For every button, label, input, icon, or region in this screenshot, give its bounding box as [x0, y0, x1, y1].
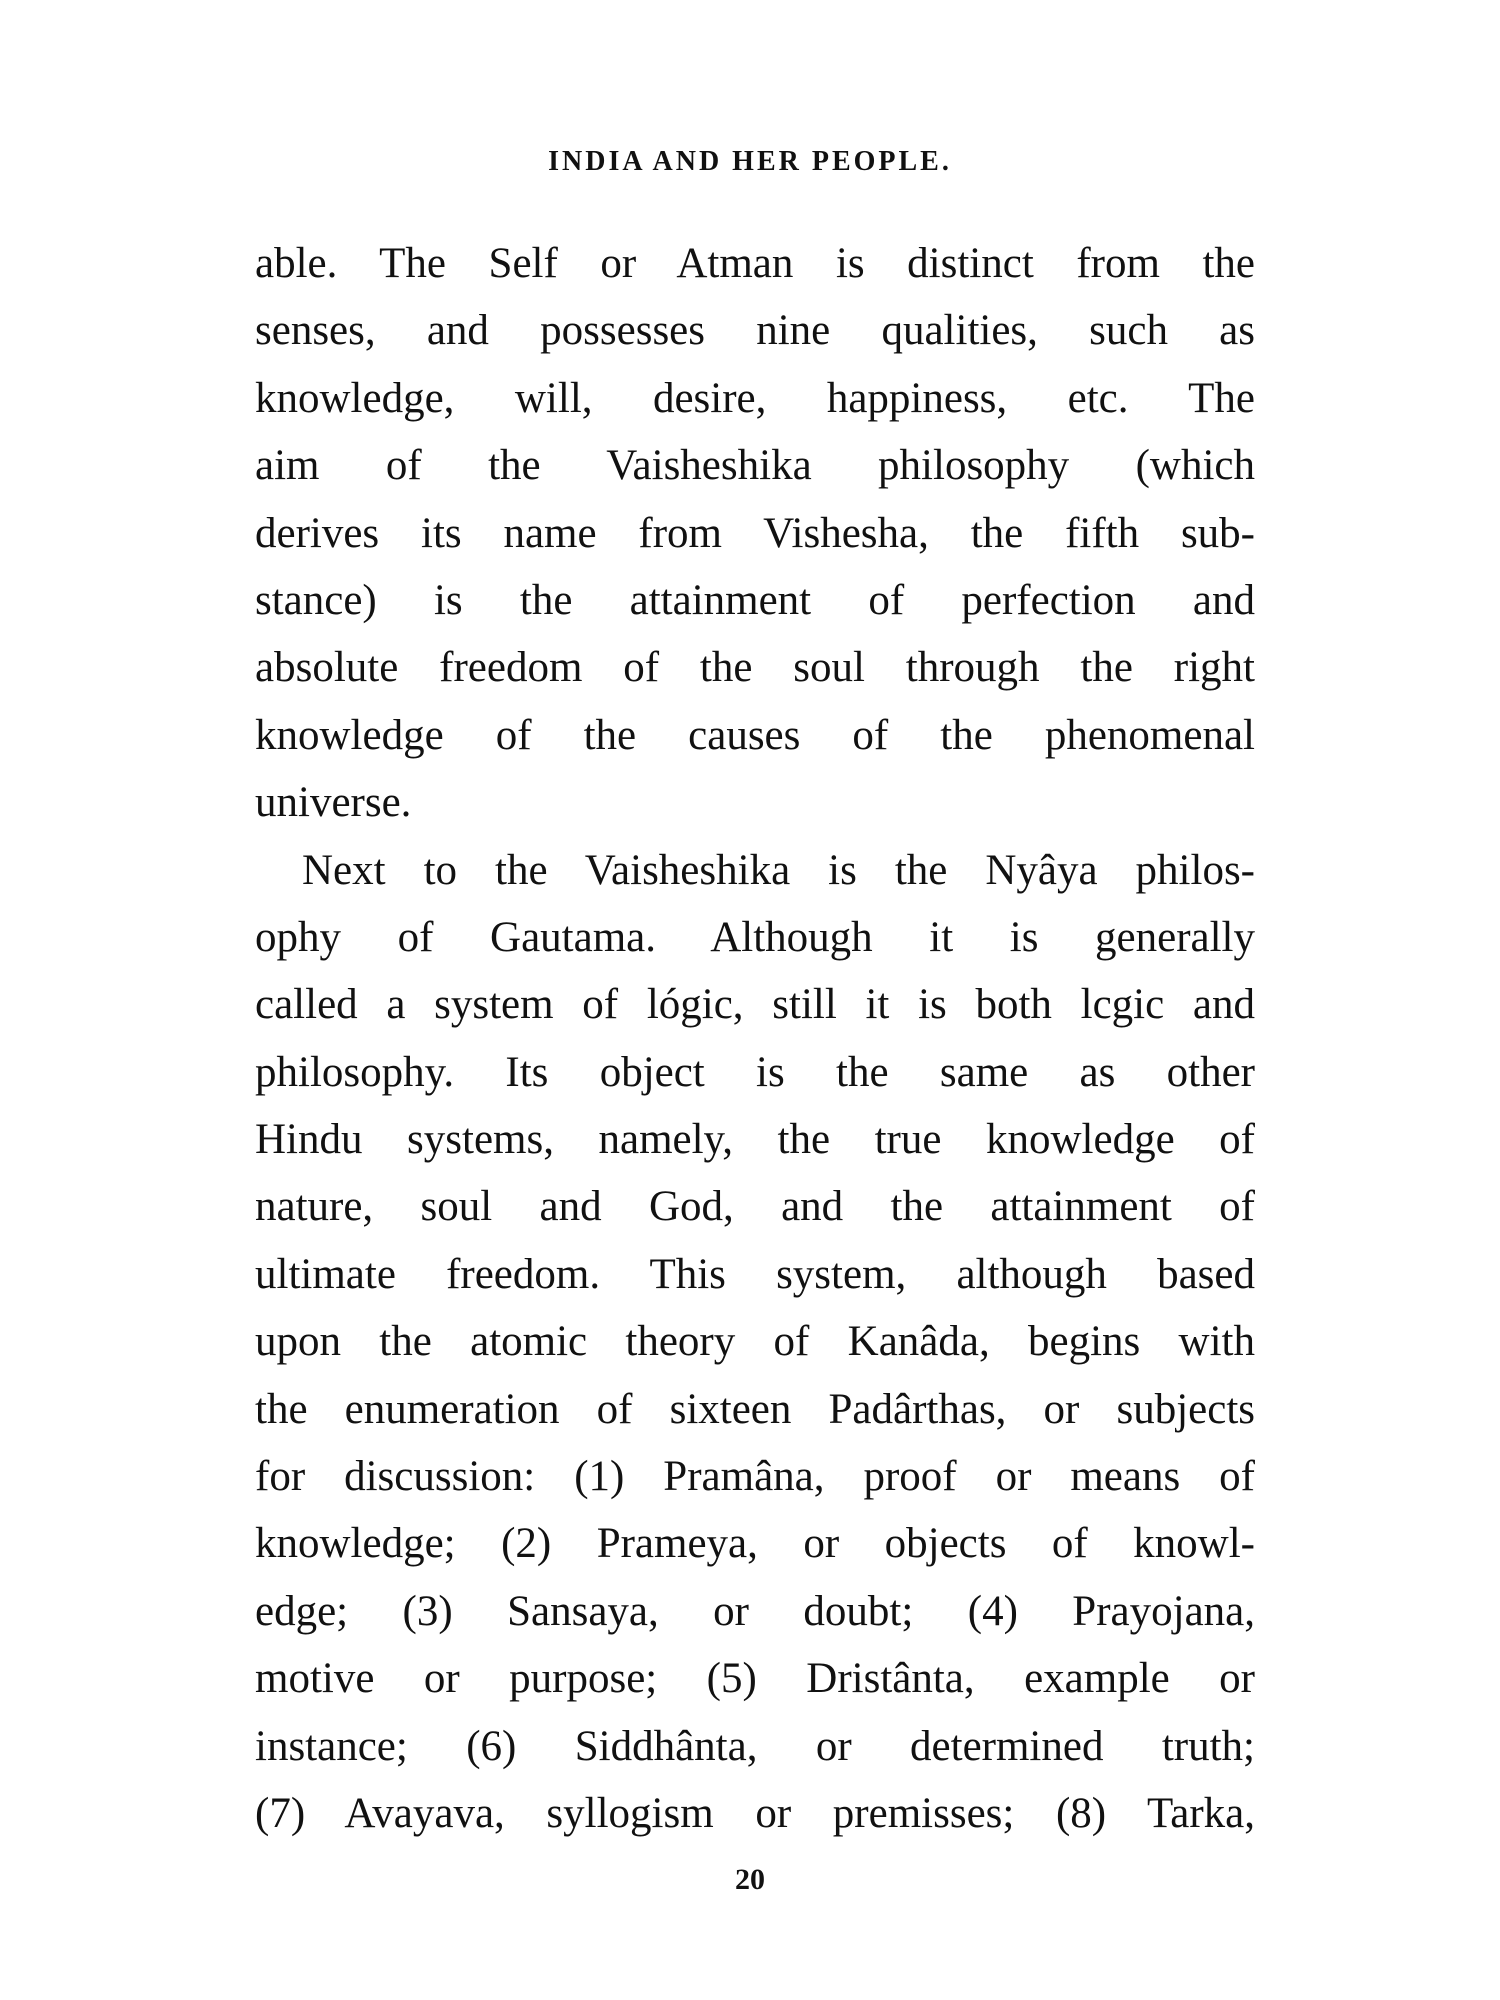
text-line: knowledge; (2) Prameya, or objects of knowl- [255, 1520, 1255, 1568]
text-line: for discussion: (1) Pramâna, proof or means of [255, 1453, 1255, 1501]
text-line: knowledge, will, desire, happiness, etc. The [255, 374, 1255, 422]
text-line: stance) is the attainment of perfection and [255, 576, 1255, 624]
body-text [255, 230, 1255, 1847]
text-line: the enumeration of sixteen Padârthas, or subjects [255, 1385, 1255, 1433]
text-line: universe. [255, 779, 412, 827]
running-head: INDIA AND HER PEOPLE. [548, 146, 952, 177]
text-line: senses, and possesses nine qualities, such as [255, 307, 1255, 355]
text-line: Next to the Vaisheshika is the Nyâya philos- [302, 846, 1255, 894]
text-line: called a system of lógic, still it is both lcgic and [255, 981, 1255, 1029]
text-line: derives its name from Vishesha, the fifth sub- [255, 509, 1255, 557]
page-number: 20 [735, 1863, 765, 1896]
text-line: (7) Avayava, syllogism or premisses; (8) Tarka, [255, 1789, 1255, 1837]
text-line: knowledge of the causes of the phenomenal [255, 711, 1255, 759]
text-line: instance; (6) Siddhânta, or determined truth; [255, 1722, 1255, 1770]
text-line: Hindu systems, namely, the true knowledge of [255, 1116, 1255, 1164]
text-line: absolute freedom of the soul through the right [255, 644, 1255, 692]
text-line: able. The Self or Atman is distinct from the [255, 240, 1255, 287]
text-line: ophy of Gautama. Although it is generally [255, 913, 1255, 961]
text-line: nature, soul and God, and the attainment of [255, 1183, 1255, 1231]
text-line: philosophy. Its object is the same as other [255, 1048, 1255, 1096]
text-line: aim of the Vaisheshika philosophy (which [255, 442, 1255, 490]
text-line: upon the atomic theory of Kanâda, begins with [255, 1318, 1255, 1366]
text-line: edge; (3) Sansaya, or doubt; (4) Prayojana, [255, 1587, 1255, 1635]
text-line: motive or purpose; (5) Dristânta, example or [255, 1655, 1255, 1703]
text-line: ultimate freedom. This system, although based [255, 1250, 1255, 1298]
